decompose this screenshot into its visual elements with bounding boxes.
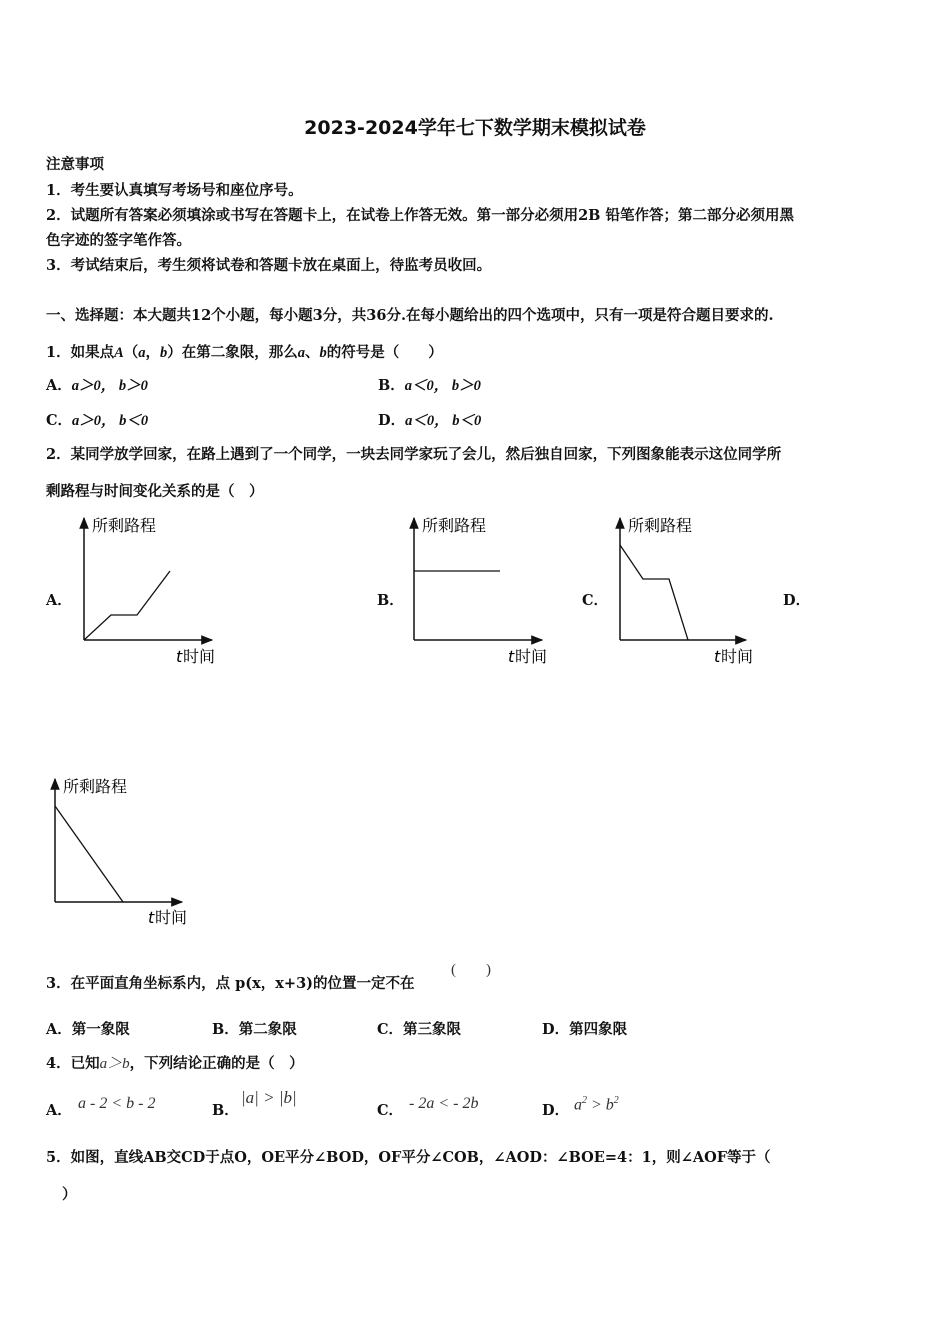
q2-stem-line1: 2．某同学放学回家，在路上遇到了一个同学，一块去同学家玩了会儿，然后独自回家，下列图象能表示这位同学所: [46, 446, 782, 463]
graph-D-ylabel: 所剩路程: [63, 777, 128, 796]
q1-text-1: 1．如果点: [46, 344, 115, 361]
q1-comma: ，: [145, 344, 161, 361]
q4-stem: [46, 1052, 304, 1073]
q5-stem-line1: 5．如图，直线AB交CD于点O，OE平分∠BOD，OF平分∠COB，∠AOD：∠BOE=4：1，则∠AOF等于（: [46, 1149, 771, 1166]
q4-option-D-a: a: [574, 1096, 582, 1114]
q4-text-2: ，下列结论正确的是（ ）: [129, 1055, 304, 1072]
q2-option-C-label[interactable]: C．: [582, 592, 609, 609]
q1-text-3: ）在第二象限，那么: [167, 344, 298, 361]
q4-option-C-label[interactable]: C．: [377, 1102, 404, 1119]
q4-option-D-label[interactable]: D．: [542, 1102, 570, 1119]
q4-condition: a＞b: [99, 1056, 130, 1072]
section-heading: 一、选择题：本大题共12个小题，每小题3分，共36分.在每小题给出的四个选项中，只有一项是符合题目要求的.: [46, 307, 774, 324]
q1-text-2: （: [123, 344, 139, 361]
q4-option-C-expr: - 2a < - 2b: [409, 1095, 479, 1112]
graph-B-xlabel: 时间: [515, 647, 548, 666]
graph-C-t: t: [714, 647, 721, 666]
graph-A-xlabel: 时间: [183, 647, 216, 666]
q2-stem-line2: 剩路程与时间变化关系的是（ ）: [46, 483, 264, 500]
q1-var-a: a: [138, 345, 146, 361]
q1-option-D[interactable]: D．a＜0， b＜0: [378, 412, 482, 429]
q3-stem: 3．在平面直角坐标系内，点 p(x，x+3)的位置一定不在: [46, 975, 415, 992]
q2-option-D-label[interactable]: D．: [783, 592, 811, 609]
graph-D-line: [55, 806, 123, 902]
q1-sep: 、: [305, 344, 320, 361]
graph-C: [620, 516, 753, 666]
graph-A: [84, 516, 215, 666]
q1-point-A: A: [114, 345, 124, 361]
graph-C-line: [620, 545, 688, 640]
notice-item-2-cont: 色字迹的签字笔作答。: [46, 232, 191, 249]
q2-option-B-label[interactable]: B．: [377, 592, 404, 609]
q4-option-B-expr: |a| > |b|: [241, 1088, 297, 1107]
graph-B: [414, 516, 547, 666]
q1-var-a2: a: [297, 345, 306, 361]
graph-C-ylabel: 所剩路程: [628, 516, 693, 535]
q1-var-b: b: [160, 345, 168, 361]
graph-A-ylabel: 所剩路程: [92, 516, 157, 535]
graph-D-t: t: [148, 908, 155, 927]
q4-text-1: 4．已知: [46, 1055, 100, 1072]
q4-option-D-expr: [574, 1095, 619, 1114]
notice-heading: 注意事项: [46, 156, 104, 173]
q1-option-B[interactable]: B．a＜0， b＞0: [378, 377, 481, 394]
notice-item-3: 3．考试结束后，考生须将试卷和答题卡放在桌面上，待监考员收回。: [46, 257, 492, 274]
q5-stem-line2: ）: [62, 1186, 77, 1203]
graph-B-t: t: [508, 647, 515, 666]
q1-var-b2: b: [319, 345, 327, 361]
notice-item-1: 1．考生要认真填写考场号和座位序号。: [46, 182, 303, 199]
q4-option-D-mid: > b: [587, 1096, 614, 1114]
q1-option-A[interactable]: A．a＞0， b＞0: [46, 377, 148, 394]
q3-paren: ( ): [451, 962, 491, 978]
q3-option-B[interactable]: B．第二象限: [212, 1021, 297, 1038]
q2-option-A-label[interactable]: A．: [46, 592, 72, 609]
q4-option-A-label[interactable]: A．: [46, 1102, 72, 1119]
graph-A-line: [84, 571, 170, 640]
q4-option-D-exp1: 2: [582, 1095, 587, 1106]
q3-option-C[interactable]: C．第三象限: [377, 1021, 462, 1038]
graph-A-t: t: [176, 647, 183, 666]
q4-option-B-label[interactable]: B．: [212, 1102, 239, 1119]
q4-option-A-expr: a - 2 < b - 2: [78, 1095, 156, 1112]
q4-option-D-exp2: 2: [613, 1095, 619, 1106]
graph-D: [55, 777, 187, 927]
graph-D-xlabel: 时间: [155, 908, 188, 927]
q1-option-C[interactable]: C．a＞0， b＜0: [46, 412, 149, 429]
q1-text-4: 的符号是（ ）: [326, 344, 443, 361]
graph-B-ylabel: 所剩路程: [422, 516, 487, 535]
page-title: 2023-2024学年七下数学期末模拟试卷: [304, 117, 646, 139]
graph-C-xlabel: 时间: [721, 647, 754, 666]
notice-item-2: 2．试题所有答案必须填涂或书写在答题卡上，在试卷上作答无效。第一部分必须用2B 铅笔作答；第二部分必须用黑: [46, 207, 794, 224]
q3-option-A[interactable]: A．第一象限: [46, 1021, 130, 1038]
q3-option-D[interactable]: D．第四象限: [542, 1021, 628, 1038]
